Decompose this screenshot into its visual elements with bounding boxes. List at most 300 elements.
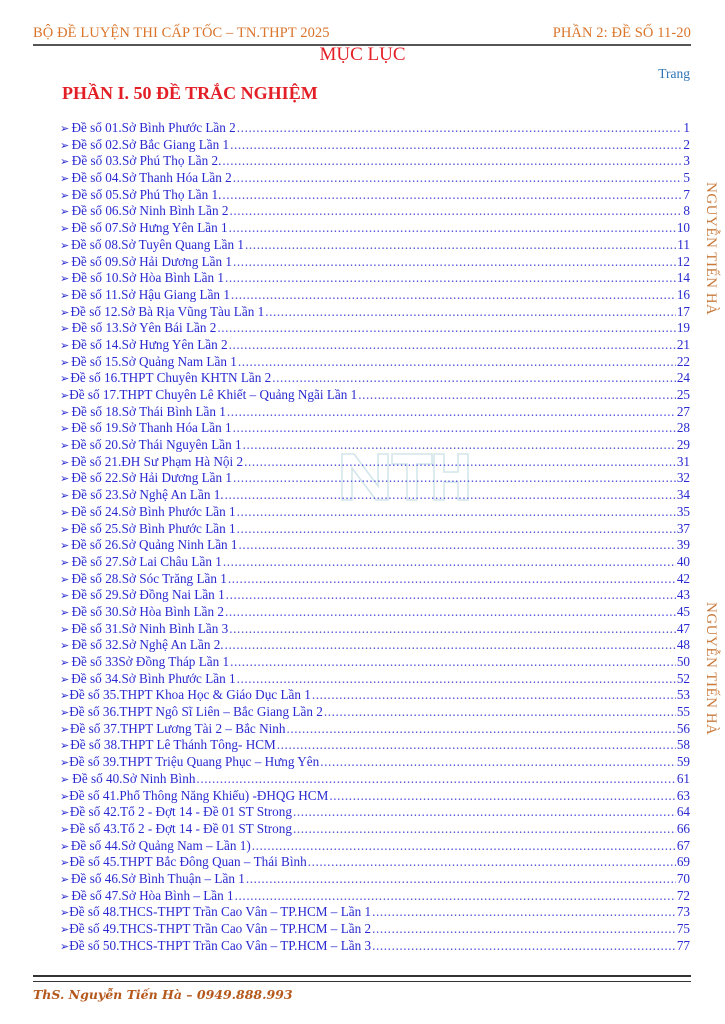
toc-entry-title: THPT Lê Thánh Tông- HCM: [120, 737, 276, 753]
arrow-bullet-icon: ➢: [60, 857, 70, 870]
page-column-label: Trang: [658, 66, 690, 81]
toc-entry[interactable]: [60, 270, 690, 287]
toc-entry-page: 2: [683, 136, 690, 152]
toc-entry[interactable]: [60, 370, 690, 387]
toc-entry-number: Đề số 30.: [71, 603, 122, 619]
arrow-bullet-icon: ➢: [60, 707, 70, 720]
toc-entry-page: 25: [676, 387, 690, 402]
toc-entry-title: THPT Ngô Sĩ Liên – Bắc Giang Lần 2: [119, 704, 323, 720]
dot-leader: [358, 387, 676, 404]
toc-entry-page: 29: [676, 437, 690, 453]
footer-author: ThS. Nguyễn Tiến Hà – 0949.888.993: [33, 987, 293, 1002]
dot-leader: [233, 254, 676, 271]
toc-entry-title: Sở Hòa Bình Lần 1: [121, 270, 224, 286]
dot-leader: [286, 721, 675, 738]
dot-leader: [237, 120, 683, 137]
toc-entry-number: Đề số 48.: [69, 904, 120, 920]
toc-entry-page: 53: [676, 687, 690, 703]
toc-entry-page: 43: [676, 587, 690, 603]
toc-entry[interactable]: [60, 470, 690, 487]
arrow-bullet-icon: ➢: [60, 723, 70, 736]
toc-entry-page: 50: [676, 654, 690, 669]
dot-leader: [293, 821, 676, 838]
toc-entry[interactable]: [60, 487, 690, 504]
toc-entry-number: Đề số 06.: [71, 203, 122, 219]
arrow-bullet-icon: ➢: [60, 473, 70, 486]
toc-entry[interactable]: [60, 237, 690, 254]
dot-leader: [226, 587, 676, 604]
toc-entry-number: Đề số 15.: [71, 353, 122, 369]
toc-entry[interactable]: [60, 454, 690, 471]
dot-leader: [243, 437, 676, 454]
toc-entry-page: 42: [676, 570, 690, 586]
toc-entry[interactable]: [60, 871, 690, 888]
toc-entry-title: Sở Hậu Giang Lần 1: [121, 286, 230, 302]
dot-leader: [225, 487, 676, 504]
toc-entry-page: 58: [676, 737, 690, 753]
toc-entry-title: Sở Phú Thọ Lần 1.: [121, 186, 222, 202]
toc-entry[interactable]: [60, 921, 690, 938]
toc-entry-page: 19: [676, 320, 690, 336]
toc-entry-title: Sở Hải Dương Lần 1: [121, 470, 233, 486]
dot-leader: [252, 838, 676, 855]
toc-entry-number: Đề số 44.: [70, 837, 122, 853]
toc-entry-page: 73: [676, 904, 690, 920]
dot-leader: [233, 420, 676, 437]
toc-entry-number: Đề số 32.: [71, 637, 122, 653]
dot-leader: [237, 504, 676, 521]
toc-entry-title: Sở Thanh Hóa Lần 2: [121, 170, 232, 186]
dot-leader: [225, 637, 676, 654]
toc-entry-page: 39: [676, 537, 690, 553]
toc-entry[interactable]: [60, 838, 690, 855]
arrow-bullet-icon: ➢: [60, 339, 70, 352]
toc-entry[interactable]: [60, 404, 690, 421]
toc-entry-page: 69: [676, 854, 690, 870]
toc-entry[interactable]: [60, 687, 690, 704]
toc-entry-title: Sở Tuyên Quang Lần 1: [121, 236, 244, 252]
toc-entry-page: 17: [676, 303, 690, 319]
arrow-bullet-icon: ➢: [60, 289, 70, 302]
toc-entry[interactable]: [60, 754, 690, 771]
toc-entry-page: 8: [683, 203, 690, 219]
arrow-bullet-icon: ➢: [60, 890, 70, 903]
arrow-bullet-icon: ➢: [60, 490, 70, 503]
arrow-bullet-icon: ➢: [60, 256, 70, 269]
toc-entry-number: Đề số 22.: [71, 470, 122, 486]
dot-leader: [293, 804, 676, 821]
toc-entry-page: 67: [676, 837, 690, 853]
toc-entry-title: THPT Triệu Quang Phục – Hưng Yên: [119, 754, 320, 770]
toc-entry-page: 47: [676, 620, 690, 636]
toc-entry-page: 1: [683, 120, 690, 135]
toc-entry-number: Đề số 01.: [71, 120, 122, 135]
toc-entry[interactable]: [60, 153, 690, 170]
arrow-bullet-icon: ➢: [60, 907, 70, 920]
dot-leader: [229, 203, 682, 220]
toc-entry[interactable]: [60, 254, 690, 271]
toc-entry-title: Sở Bình Phước Lần 2: [121, 120, 236, 135]
arrow-bullet-icon: ➢: [60, 740, 70, 753]
toc-entry-number: Đề số 19.: [71, 420, 122, 436]
toc-entry-number: Đề số 17.: [69, 387, 120, 402]
toc-entry-page: 77: [676, 937, 690, 953]
arrow-bullet-icon: ➢: [60, 690, 70, 703]
dot-leader: [237, 671, 676, 688]
toc-entry[interactable]: [60, 337, 690, 354]
toc-entry-page: 40: [676, 553, 690, 569]
toc-entry-number: Đề số 21.: [71, 453, 122, 469]
toc-entry-title: Sở Quảng Ninh Lần 1: [121, 537, 238, 553]
dot-leader: [228, 571, 676, 588]
arrow-bullet-icon: ➢: [60, 173, 70, 186]
arrow-bullet-icon: ➢: [60, 423, 70, 436]
toc-entry-number: Đề số 34.: [71, 670, 122, 686]
toc-entry[interactable]: [60, 788, 690, 805]
toc-entry-page: 24: [676, 370, 690, 386]
arrow-bullet-icon: ➢: [60, 773, 70, 786]
arrow-bullet-icon: ➢: [60, 156, 70, 169]
toc-entry-title: Sở Bắc Giang Lần 1: [121, 136, 230, 152]
toc-entry-number: Đề số 12.: [70, 303, 121, 319]
dot-leader: [222, 187, 682, 204]
toc-entry-page: 27: [676, 403, 690, 419]
toc-entry-title: Sở Sóc Trăng Lần 1: [121, 570, 227, 586]
toc-entry-title: THPT Chuyên KHTN Lần 2: [120, 370, 272, 386]
toc-entry-number: Đề số 05.: [71, 186, 122, 202]
toc-entry-page: 32: [676, 470, 690, 486]
toc-entry-title: THPT Khoa Học & Giáo Dục Lần 1: [119, 687, 311, 703]
dot-leader: [229, 621, 676, 638]
toc-entry-title: Sở Ninh Bình Lần 2: [121, 203, 229, 219]
arrow-bullet-icon: ➢: [60, 456, 70, 469]
dot-leader: [329, 788, 675, 805]
toc-entry-number: Đề số 08.: [71, 236, 122, 252]
toc-entry-number: Đề số 31.: [71, 620, 122, 636]
toc-entry-number: Đề số 25.: [71, 520, 122, 536]
header-left-title: BỘ ĐỀ LUYỆN THI CẤP TỐC – TN.THPT 2025: [33, 25, 330, 41]
arrow-bullet-icon: ➢: [60, 873, 70, 886]
toc-entry[interactable]: [60, 904, 690, 921]
toc-entry-title: Sở Phú Thọ Lần 2.: [121, 153, 222, 169]
arrow-bullet-icon: ➢: [60, 223, 70, 236]
toc-entry-number: Đề số 27.: [71, 553, 122, 569]
toc-entry-title: Sở Hưng Yên Lần 2: [121, 336, 228, 352]
header-right-title: PHẦN 2: ĐỀ SỐ 11-20: [552, 25, 691, 41]
toc-entry-page: 35: [676, 503, 690, 519]
toc-entry-title: Sở Thanh Hóa Lần 1: [121, 420, 232, 436]
toc-entry-page: 61: [676, 770, 690, 786]
arrow-bullet-icon: ➢: [60, 189, 70, 202]
section-title: PHẦN I. 50 ĐỀ TRẮC NGHIỆM: [62, 83, 318, 103]
toc-entry-number: Đề số 50.: [69, 937, 120, 953]
toc-entry[interactable]: [60, 387, 690, 404]
dot-leader: [265, 304, 676, 321]
arrow-bullet-icon: ➢: [60, 673, 70, 686]
toc-entry-title: Sở Yên Bái Lần 2: [121, 320, 217, 336]
toc-entry-number: Đề số 42.: [69, 804, 121, 820]
toc-entry-title: Sở Lai Châu Lần 1: [121, 553, 222, 569]
toc-list: [60, 120, 690, 954]
side-author-watermark-bottom: NGUYỄN TIẾN HÀ: [703, 602, 719, 736]
toc-entry-number: Đề số 09.: [71, 253, 122, 269]
toc-entry-title: Sở Quảng Nam – Lần 1): [121, 837, 251, 853]
toc-entry-page: 34: [676, 487, 690, 503]
toc-entry-number: Đề số 02.: [71, 136, 122, 152]
toc-entry[interactable]: [60, 137, 690, 154]
toc-entry-page: 59: [676, 754, 690, 770]
dot-leader: [229, 337, 676, 354]
toc-entry-page: 7: [683, 186, 690, 202]
toc-entry[interactable]: [60, 220, 690, 237]
toc-entry-page: 37: [676, 520, 690, 536]
toc-entry-title: THCS-THPT Trần Cao Vân – TP.HCM – Lần 3: [119, 937, 372, 953]
arrow-bullet-icon: ➢: [60, 373, 70, 386]
arrow-bullet-icon: ➢: [60, 206, 70, 219]
arrow-bullet-icon: ➢: [60, 323, 70, 336]
toc-entry[interactable]: [60, 120, 690, 137]
toc-entry-number: Đề số 46.: [71, 870, 122, 886]
toc-entry-page: 48: [676, 637, 690, 653]
arrow-bullet-icon: ➢: [60, 606, 70, 619]
toc-entry-page: 12: [676, 253, 690, 269]
toc-entry-number: Đề số 33: [71, 654, 119, 669]
toc-entry[interactable]: [60, 621, 690, 638]
toc-entry-title: THPT Lương Tài 2 – Bắc Ninh: [120, 720, 286, 736]
arrow-bullet-icon: ➢: [60, 356, 70, 369]
toc-entry[interactable]: [60, 554, 690, 571]
toc-entry-number: Đề số 37.: [69, 720, 121, 736]
toc-entry-title: Sở Bình Thuận – Lần 1: [121, 870, 245, 886]
toc-entry-title: Sở Nghệ An Lần 1.: [121, 487, 224, 503]
toc-entry-title: THCS-THPT Trần Cao Vân – TP.HCM – Lần 2: [119, 921, 372, 936]
toc-entry-page: 21: [676, 336, 690, 352]
page-header: [33, 22, 691, 46]
arrow-bullet-icon: ➢: [60, 623, 70, 636]
toc-entry-number: Đề số 24.: [71, 503, 122, 519]
toc-entry[interactable]: [60, 704, 690, 721]
toc-entry-number: Đề số 35.: [69, 687, 120, 703]
toc-entry-number: Đề số 40.: [72, 770, 123, 786]
toc-entry-title: Tổ 2 - Đợt 14 - Đề 01 ST Strong: [120, 804, 292, 820]
dot-leader: [223, 554, 676, 571]
toc-entry-page: 22: [676, 353, 690, 369]
dot-leader: [372, 938, 676, 955]
toc-entry-number: Đề số 49.: [69, 921, 120, 936]
dot-leader: [222, 153, 682, 170]
toc-entry-number: Đề số 10.: [71, 270, 122, 286]
toc-entry-title: Sở Thái Bình Lần 1: [121, 403, 226, 419]
arrow-bullet-icon: ➢: [60, 790, 70, 803]
toc-entry-title: Sở Bình Phước Lần 1: [121, 520, 236, 536]
toc-entry-number: Đề số 23.: [71, 487, 122, 503]
toc-entry-page: 70: [676, 870, 690, 886]
toc-entry-number: Đề số 04.: [71, 170, 122, 186]
dot-leader: [196, 771, 675, 788]
arrow-bullet-icon: ➢: [60, 273, 70, 286]
arrow-bullet-icon: ➢: [60, 139, 70, 152]
toc-entry-number: Đề số 13.: [71, 320, 122, 336]
toc-entry-title: THCS-THPT Trần Cao Vân – TP.HCM – Lần 1: [119, 904, 372, 920]
toc-entry[interactable]: [60, 537, 690, 554]
arrow-bullet-icon: ➢: [60, 506, 70, 519]
toc-entry-number: Đề số 41.: [69, 787, 120, 803]
toc-entry-number: Đề số 28.: [71, 570, 122, 586]
toc-entry-title: Sở Thái Nguyên Lần 1: [121, 437, 242, 453]
dot-leader: [217, 320, 675, 337]
arrow-bullet-icon: ➢: [60, 807, 70, 820]
dot-leader: [233, 170, 683, 187]
toc-entry-number: Đề số 43.: [69, 820, 121, 836]
toc-entry[interactable]: [60, 304, 690, 321]
toc-entry-page: 52: [676, 670, 690, 686]
toc-entry-page: 55: [676, 704, 690, 720]
toc-entry[interactable]: [60, 771, 690, 788]
arrow-bullet-icon: ➢: [60, 940, 70, 953]
toc-entry[interactable]: [60, 420, 690, 437]
toc-entry-title: Sở Quảng Nam Lần 1: [121, 353, 237, 369]
dot-leader: [312, 687, 676, 704]
toc-entry[interactable]: [60, 504, 690, 521]
toc-entry-title: Sở Bình Phước Lần 1: [121, 503, 236, 519]
toc-entry-page: 14: [676, 270, 690, 286]
toc-entry-title: Sở Bà Rịa Vũng Tàu Lần 1: [120, 303, 265, 319]
toc-entry-page: 72: [676, 887, 690, 903]
toc-entry-number: Đề số 07.: [71, 220, 122, 236]
side-author-watermark-top: NGUYỄN TIẾN HÀ: [703, 182, 719, 316]
toc-entry-number: Đề số 38.: [70, 737, 121, 753]
toc-entry-page: 10: [676, 220, 690, 236]
arrow-bullet-icon: ➢: [60, 573, 70, 586]
dot-leader: [372, 904, 676, 921]
dot-leader: [238, 354, 676, 371]
toc-entry[interactable]: [60, 354, 690, 371]
dot-leader: [244, 454, 676, 471]
toc-entry-title: Sở Hòa Bình – Lần 1: [121, 887, 234, 903]
arrow-bullet-icon: ➢: [60, 590, 70, 603]
arrow-bullet-icon: ➢: [60, 924, 70, 936]
toc-entry-title: Sở Đồng Nai Lần 1: [121, 587, 225, 603]
dot-leader: [308, 854, 676, 871]
dot-leader: [230, 654, 676, 671]
arrow-bullet-icon: ➢: [60, 840, 70, 853]
toc-entry[interactable]: [60, 671, 690, 688]
toc-entry-title: Sở Hưng Yên Lần 1: [121, 220, 228, 236]
toc-entry-number: Đề số 45.: [69, 854, 120, 870]
toc-entry-title: Sở Bình Phước Lần 1: [121, 670, 236, 686]
toc-entry[interactable]: [60, 721, 690, 738]
toc-entry-page: 45: [676, 603, 690, 619]
toc-entry[interactable]: [60, 637, 690, 654]
arrow-bullet-icon: ➢: [60, 523, 70, 536]
arrow-bullet-icon: ➢: [60, 123, 70, 135]
arrow-bullet-icon: ➢: [60, 757, 70, 770]
arrow-bullet-icon: ➢: [60, 440, 70, 453]
toc-entry-page: 31: [676, 453, 690, 469]
toc-entry[interactable]: [60, 604, 690, 621]
toc-entry-title: Sở Hải Dương Lần 1: [121, 253, 233, 269]
dot-leader: [372, 921, 676, 938]
dot-leader: [320, 754, 676, 771]
toc-entry[interactable]: [60, 854, 690, 871]
footer-divider: [33, 975, 691, 982]
toc-entry-number: Đề số 20.: [71, 437, 122, 453]
toc-entry[interactable]: [60, 437, 690, 454]
toc-entry[interactable]: [60, 888, 690, 905]
toc-entry[interactable]: [60, 654, 690, 671]
toc-entry-number: Đề số 47.: [71, 887, 122, 903]
toc-entry-number: Đề số 29.: [71, 587, 122, 603]
arrow-bullet-icon: ➢: [60, 406, 70, 419]
arrow-bullet-icon: ➢: [60, 306, 70, 319]
toc-entry[interactable]: [60, 587, 690, 604]
dot-leader: [245, 237, 676, 254]
toc-entry-number: Đề số 11.: [71, 286, 122, 302]
toc-entry-page: 63: [676, 787, 690, 803]
arrow-bullet-icon: ➢: [60, 657, 70, 669]
toc-entry[interactable]: [60, 804, 690, 821]
toc-entry[interactable]: [60, 203, 690, 220]
toc-entry-page: 5: [683, 170, 690, 186]
toc-entry-title: Sở Hòa Bình Lần 2: [121, 603, 224, 619]
toc-entry-title: ĐH Sư Phạm Hà Nội 2: [121, 453, 244, 469]
dot-leader: [324, 704, 676, 721]
dot-leader: [231, 287, 676, 304]
arrow-bullet-icon: ➢: [60, 640, 70, 653]
toc-entry-number: Đề số 16.: [70, 370, 121, 386]
toc-entry-number: Đề số 36.: [69, 704, 120, 720]
toc-entry[interactable]: [60, 938, 690, 955]
dot-leader: [237, 521, 676, 538]
toc-entry-title: Phổ Thông Năng Khiếu) -ĐHQG HCM: [119, 787, 329, 803]
arrow-bullet-icon: ➢: [60, 239, 70, 252]
toc-entry[interactable]: [60, 521, 690, 538]
toc-entry-page: 16: [676, 286, 690, 302]
arrow-bullet-icon: ➢: [60, 823, 70, 836]
toc-entry-title: THPT Bắc Đông Quan – Thái Bình: [119, 854, 307, 870]
toc-entry[interactable]: [60, 287, 690, 304]
arrow-bullet-icon: ➢: [60, 540, 70, 553]
toc-entry-page: 75: [676, 921, 690, 936]
dot-leader: [246, 871, 676, 888]
dot-leader: [227, 404, 676, 421]
dot-leader: [229, 220, 676, 237]
toc-title: MỤC LỤC: [319, 44, 406, 65]
dot-leader: [277, 737, 676, 754]
dot-leader: [235, 888, 676, 905]
toc-entry[interactable]: [60, 571, 690, 588]
arrow-bullet-icon: ➢: [60, 390, 70, 402]
toc-entry[interactable]: [60, 737, 690, 754]
toc-entry[interactable]: [60, 821, 690, 838]
dot-leader: [233, 470, 676, 487]
toc-entry-number: Đề số 14.: [71, 336, 122, 352]
toc-entry[interactable]: [60, 320, 690, 337]
toc-entry-title: Tổ 2 - Đợt 14 - Đề 01 ST Strong: [120, 820, 292, 836]
toc-entry[interactable]: [60, 170, 690, 187]
toc-entry-page: 11: [677, 236, 690, 252]
toc-entry-title: Sở Ninh Bình Lần 3: [121, 620, 229, 636]
dot-leader: [239, 537, 676, 554]
dot-leader: [230, 137, 682, 154]
toc-entry[interactable]: [60, 187, 690, 204]
toc-entry-number: Đề số 26.: [71, 537, 122, 553]
toc-entry-page: 66: [676, 820, 690, 836]
toc-entry-title: THPT Chuyên Lê Khiết – Quảng Ngãi Lần 1: [119, 387, 358, 402]
dot-leader: [225, 270, 676, 287]
toc-entry-page: 64: [676, 804, 690, 820]
dot-leader: [225, 604, 676, 621]
